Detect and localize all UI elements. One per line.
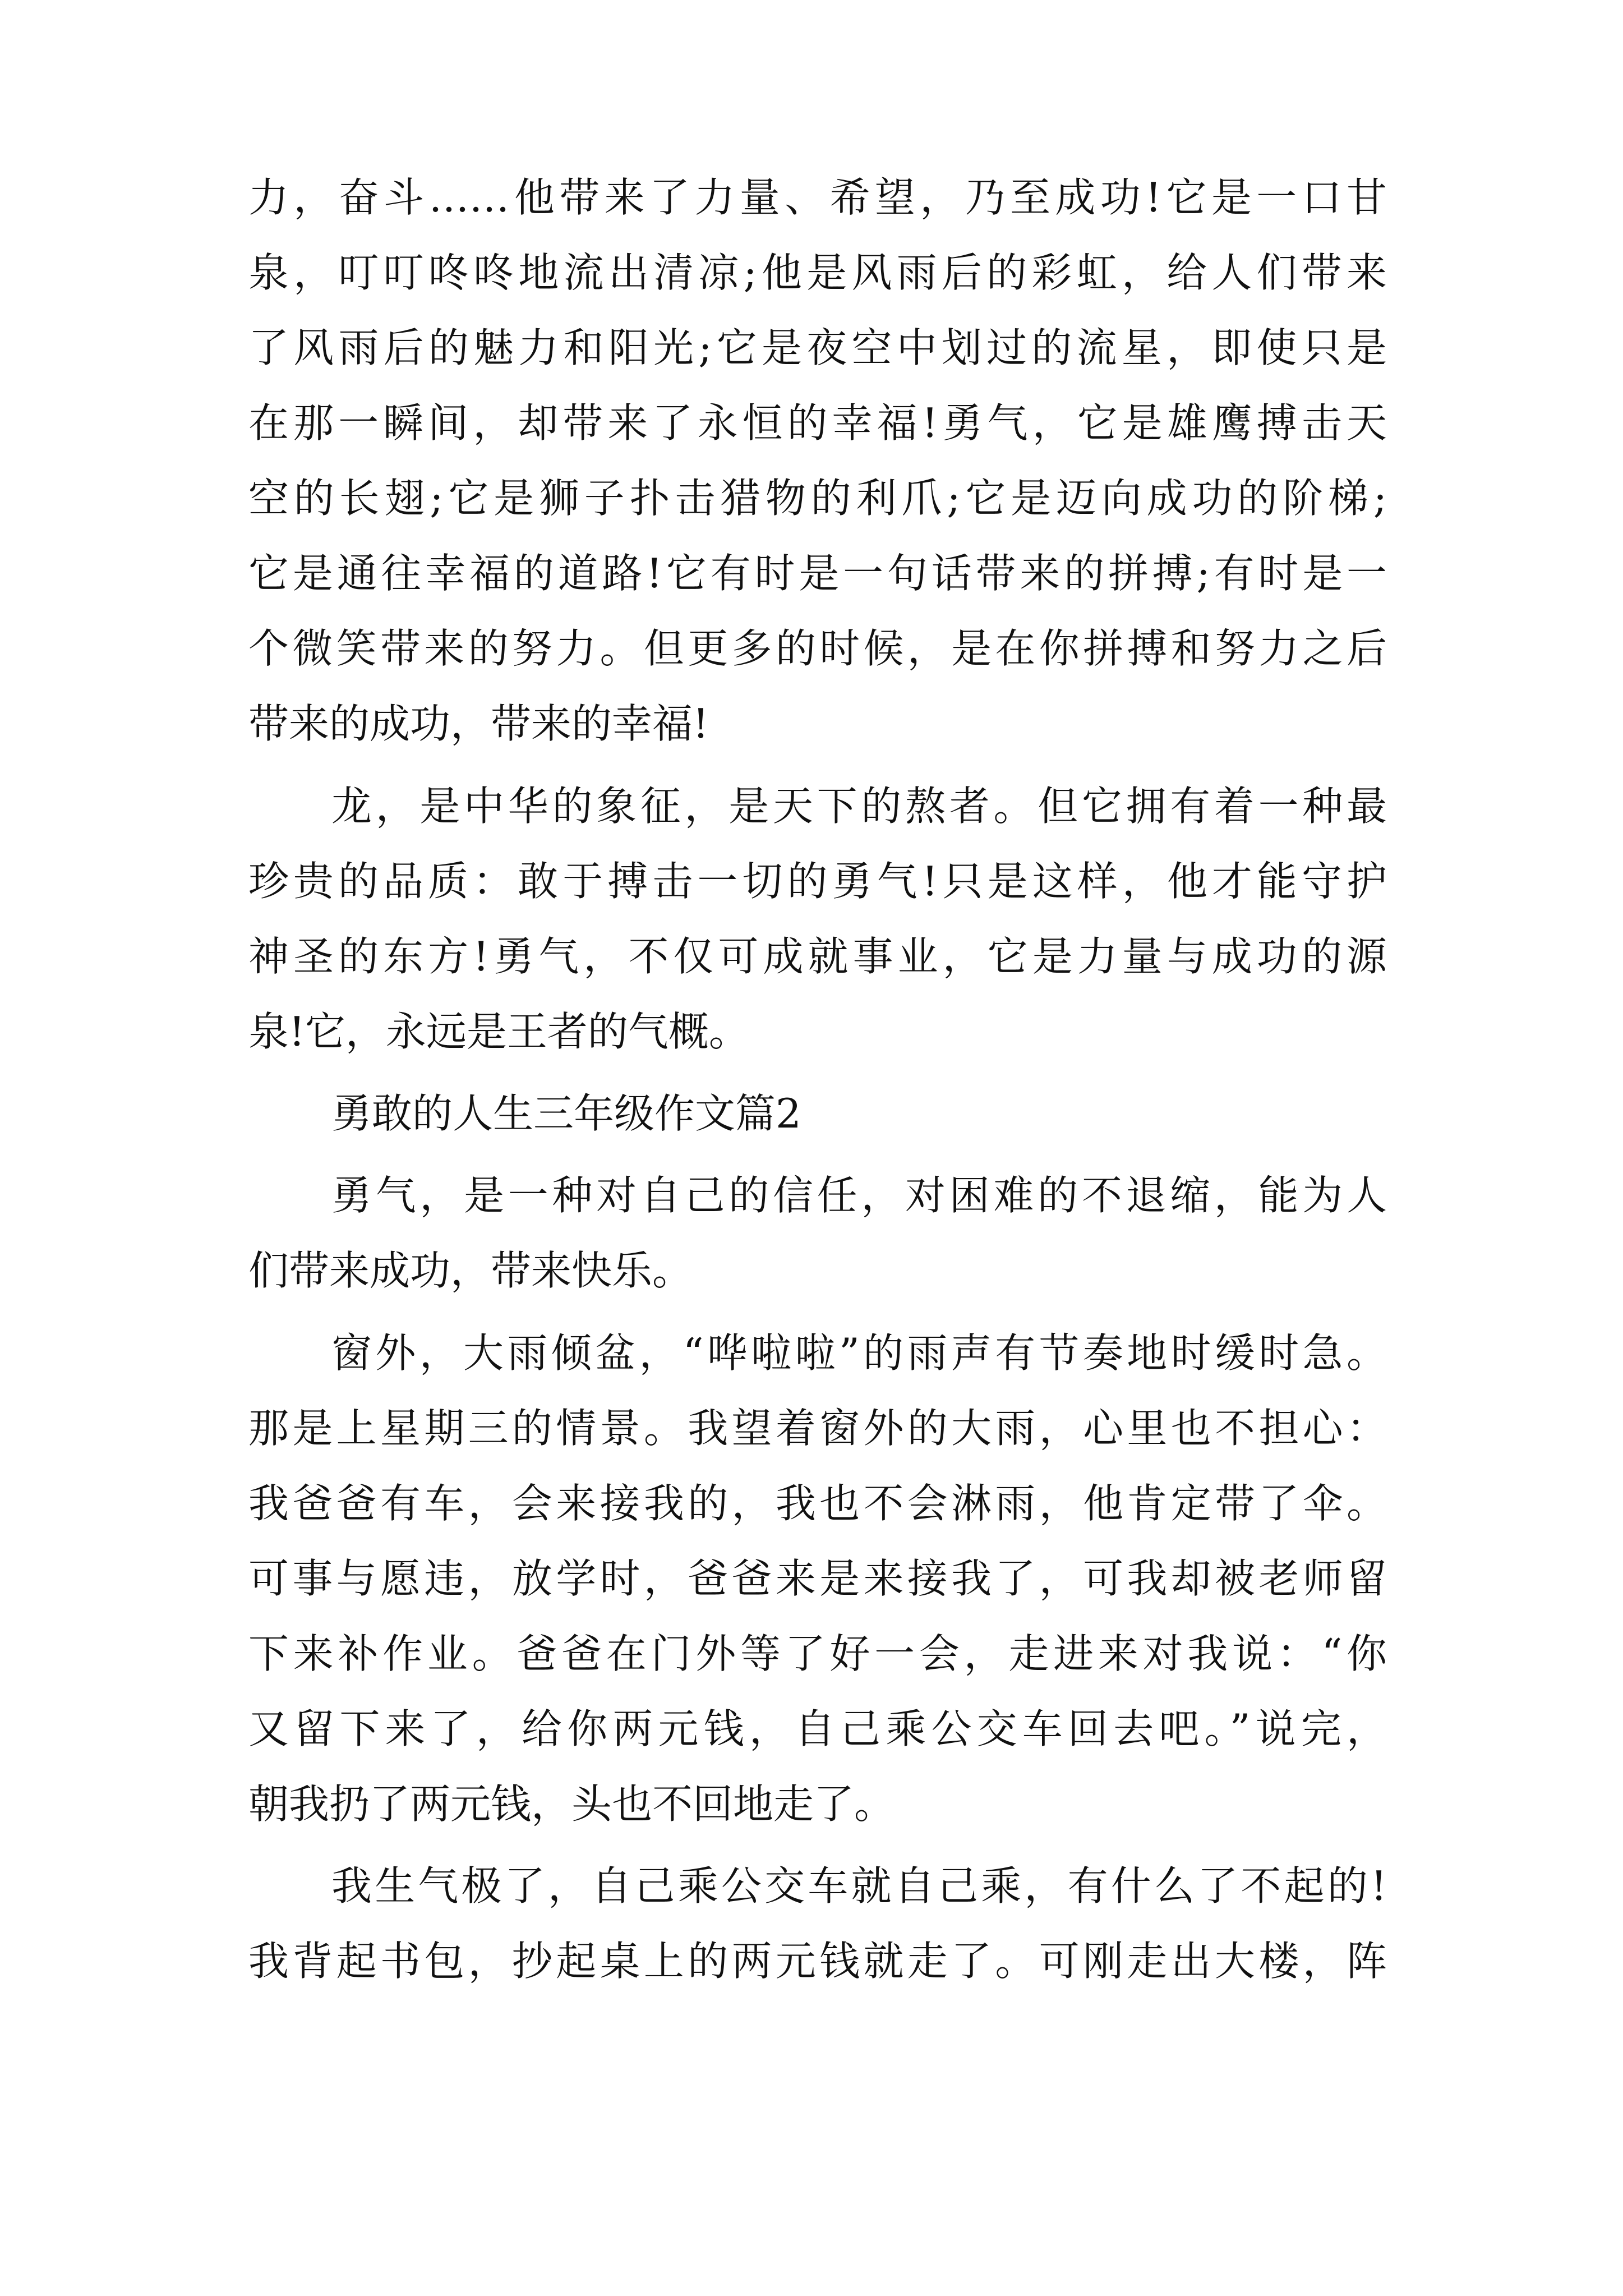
text-line: 勇气，是一种对自己的信任，对困难的不退缩，能为人 (331, 1172, 1387, 1219)
text-line: 可事与愿违，放学时，爸爸来是来接我了，可我却被老师留 (248, 1555, 1387, 1602)
text-line: 泉!它，永远是王者的气概。 (248, 1008, 749, 1055)
text-line: 又留下来了，给你两元钱，自己乘公交车回去吧。”说完， (248, 1705, 1387, 1752)
text-line: 空的长翅;它是狮子扑击猎物的利爪;它是迈向成功的阶梯; (248, 475, 1387, 522)
text-line: 神圣的东方!勇气，不仅可成就事业，它是力量与成功的源 (248, 933, 1387, 980)
text-line: 我背起书包，抄起桌上的两元钱就走了。可刚走出大楼，阵 (248, 1938, 1387, 1985)
text-line: 了风雨后的魅力和阳光;它是夜空中划过的流星，即使只是 (248, 324, 1387, 371)
text-line: 力，奋斗……他带来了力量、希望，乃至成功!它是一口甘 (248, 174, 1387, 221)
text-line: 带来的成功，带来的幸福! (248, 700, 709, 747)
text-line: 窗外，大雨倾盆，“哗啦啦”的雨声有节奏地时缓时急。 (331, 1329, 1387, 1377)
text-line: 珍贵的品质：敢于搏击一切的勇气!只是这样，他才能守护 (248, 858, 1387, 905)
text-line: 我爸爸有车，会来接我的，我也不会淋雨，他肯定带了伞。 (248, 1480, 1387, 1527)
text-line: 龙，是中华的象征，是天下的熬者。但它拥有着一种最 (331, 783, 1387, 830)
text-line: 个微笑带来的努力。但更多的时候，是在你拼搏和努力之后 (248, 625, 1387, 672)
text-line: 在那一瞬间，却带来了永恒的幸福!勇气，它是雄鹰搏击天 (248, 399, 1387, 447)
text-line: 朝我扔了两元钱，头也不回地走了。 (248, 1780, 895, 1828)
text-line: 那是上星期三的情景。我望着窗外的大雨，心里也不担心： (248, 1405, 1387, 1452)
text-line: 们带来成功，带来快乐。 (248, 1247, 693, 1294)
text-line: 泉，叮叮咚咚地流出清凉;他是风雨后的彩虹，给人们带来 (248, 249, 1387, 296)
text-line: 它是通往幸福的道路!它有时是一句话带来的拼搏;有时是一 (248, 550, 1387, 597)
text-line: 我生气极了，自己乘公交车就自己乘，有什么了不起的! (331, 1862, 1387, 1910)
text-line: 勇敢的人生三年级作文篇2 (331, 1090, 801, 1137)
text-line: 下来补作业。爸爸在门外等了好一会，走进来对我说：“你 (248, 1630, 1387, 1677)
